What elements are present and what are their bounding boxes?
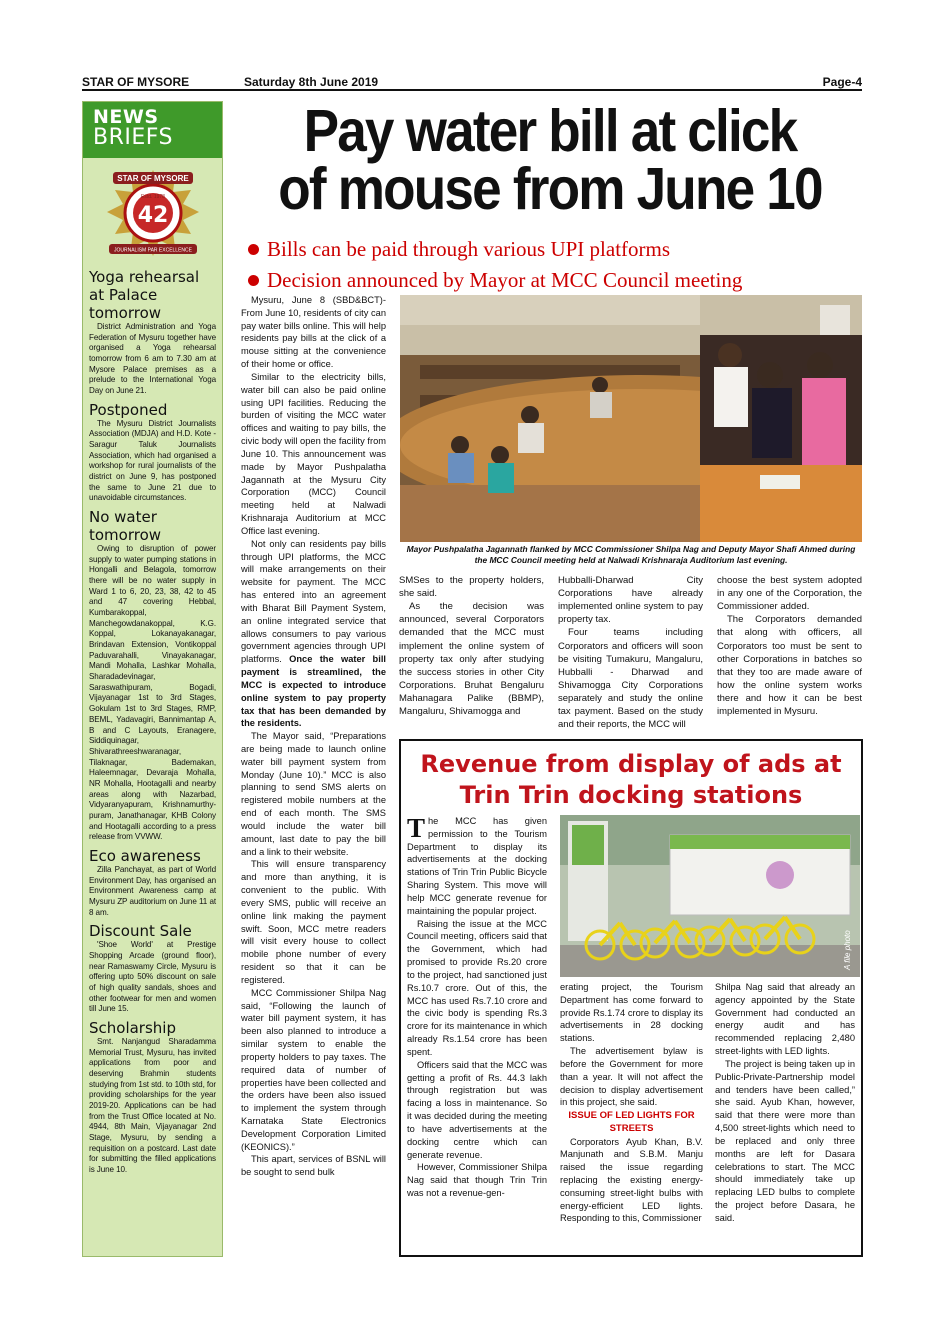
brief-eco-awareness (83, 847, 222, 918)
news-briefs-sidebar (82, 101, 223, 1257)
bullet-point (248, 234, 848, 265)
article-column-3 (558, 574, 703, 731)
article-paragraph: Hubballi-Dharwad City Corporations have already implemented online system to pay property tax. (558, 575, 703, 626)
issue-date: Saturday 8th June 2019 (244, 75, 379, 89)
trin-trin-bicycles-photo (560, 815, 860, 977)
brief-no-water (83, 508, 222, 843)
star-of-mysore-42-emblem (99, 166, 207, 262)
headline-bullets (248, 234, 848, 296)
brief-title: Scholarship (89, 1018, 176, 1037)
photo-credit: A file photo (843, 930, 852, 970)
bullet-dot-icon (248, 275, 259, 286)
news-briefs-header (83, 102, 222, 158)
news-briefs-header-line1: NEWS (93, 106, 159, 128)
box-column-2 (560, 981, 703, 1225)
article-paragraph: Four teams including Corporators and officers will soon be visiting Tumakuru, Mangaluru, Hubballi - Dharwad and Shivamogga City Corporations separately and study the online tax payment. Based on the study and their reports, the MCC will (558, 627, 703, 731)
emblem-top-text: STAR OF MYSORE (116, 174, 189, 183)
brief-title: No water tomorrow (89, 508, 162, 545)
brief-body: District Administration and Yoga Federation of Mysuru together have organised a Yoga rehearsal tomorrow from 6 am to 7.30 am at Mysore Palace premises as a prelude to the International Yoga Day on June 21. (89, 322, 216, 396)
article-text: he MCC has given permission to the Tourism Department to display its advertisements at the docking stations of Trin Trin Public Bicycle Sharing System. This move will help MCC generate revenue for maintaining the popular project. (407, 816, 547, 916)
brief-body: 'Shoe World' at Prestige Shopping Arcade (ground floor), near Ramaswamy Circle, Mysuru is offering upto 50% discount on sale of high quality sandals, shoes and other footwear for men and women till June 15. (89, 940, 216, 1014)
article-paragraph: Raising the issue at the MCC Council meeting, officers said that the Government, which had promised to provide Rs.20 crore to the project, had sanctioned just Rs.10.7 crore. Out of this, the MCC has used Rs.7.10 crore and the civic body is spending Rs.3 crore for its maintenance in which already Rs.1.54 crore has been spent. (407, 918, 547, 1057)
article-paragraph: Similar to the electricity bills, water bill can also be paid online using UPI facilities. Reducing the burden of visiting the MCC water offices and waiting to pay bills, the civic body will open the facility from June 10. This announcement was made by Mayor Pushpalatha Jagannath at the Mysuru City Corporation (MCC) Council meeting held at Nalwadi Krishnaraja Auditorium at MCC Office last evening. (241, 371, 386, 536)
emblem-number: 42 (137, 203, 168, 228)
council-meeting-photo (400, 295, 862, 542)
box-column-3 (715, 981, 855, 1225)
brief-title: Postponed (89, 400, 168, 419)
article-bold-text: Once the water bill payment is streamlined, the MCC is expected to introduce online system to pay property tax that has been demanded by the residents. (241, 654, 386, 729)
brief-title: Yoga rehearsal at Palace tomorrow (89, 268, 200, 322)
news-briefs-header-line2: BRIEFS (93, 125, 173, 150)
article-paragraph: The Corporators demanded that along with officers, all Corporators too must be sent to other Corporations in batches so that they too are made aware of how the online system works there and how it can be best implemented in Mysuru. (717, 614, 862, 718)
article-paragraph: erating project, the Tourism Department has come forward to provide Rs.1.74 crore to display its advertisements in 28 docking stations. (560, 982, 703, 1044)
article-paragraph: choose the best system adopted in any one of the Corporation, the Commissioner added. (717, 575, 862, 613)
publication-name: STAR OF MYSORE (82, 75, 190, 89)
brief-body: Owing to disruption of power supply to water pumping stations in Hongalli and Belagola, tomorrow there will be no water supply in Ward 1 to 6, 20, 23, 38, 42 to 45 and 47 covering Hebbal, Kumbarakoppal, Manchegowdanakoppal, K.G. Koppal, Lokanayakanagar, Brindavan Extension, Vontikoppal Paduvarahalli, Vinayakanagar, Mandi Mohalla, Lashkar Mohalla, Sharadadevinagar, Saraswathipuram, Bogadi, Vijayanagar 1st to 3rd Stages, Gokulam 1st to 3rd Stages, RMP, BEML, Yadavagiri, Bannimantap A, B and C Layouts, Eranagere, Siddiquinagar, Shivarathreeshwaranagar, Tilaknagar, Bademakan, Haleemnagar, Devaraja Mohalla, NR Mohalla, Hootagalli and nearby areas along with Nazarbad, Vidyaranyapuram, Krishnamurthy-puram, Janathanagar, KHB Colony and Hootagalli according to a press release from VVWW. (89, 544, 216, 842)
headline-line2: of mouse from June 10 (278, 156, 822, 222)
brief-body: Smt. Nanjangud Sharadamma Memorial Trust, Mysuru, has invited applications from poor and deserving Brahmin students studying from 1st std. to 10th std, for providing scholarships for the year 2019-20. Applications can be had from the Trust Office located at No. 4944, 8th Main, Vijayanagar 2nd Stage, Mysuru, by sending a requisition on a postcard. Last date for submitting the filled applications is June 10. (89, 1036, 217, 1175)
emblem-bottom-text: JOURNALISM PAR EXCELLENCE (113, 247, 192, 254)
bullet-text: Decision announced by Mayor at MCC Council meeting (267, 268, 743, 292)
article-paragraph: Officers said that the MCC was getting a profit of Rs. 44.3 lakh through registration but was facing a loss in maintenance. So it was decided during the meeting to have advertisements at the docking centre which can generate revenue. (407, 1059, 547, 1160)
brief-yoga-rehearsal (83, 268, 222, 397)
article-paragraph: The Mayor said, “Preparations are being made to launch online water bill payment system from Monday (June 10).” MCC is also planning to send SMS alerts on registered mobile numbers at the end of each month. The SMS would include the water bill amount, last date to pay the bill and a link to their website. (241, 731, 386, 857)
article-paragraph: Corporators Ayub Khan, B.V. Manjunath and S.B.M. Manju raised the issue regarding replacing the existing energy-consuming street-light bulbs with energy-efficient LED lights. Responding to this, Commissioner (560, 1136, 703, 1224)
article-paragraph: This apart, services of BSNL will be sought to send bulk (241, 1154, 386, 1178)
article-paragraph: Mysuru, June 8 (SBD&BCT)- From June 10, residents of city can pay water bills online. This will help residents pay bills at the click of a mouse sitting at the convenience of their home or office. (241, 295, 386, 370)
article-paragraph: The advertisement bylaw is before the Government for more than a year. It will not affect the decision to display advertisement in this project, she said. (560, 1046, 703, 1108)
brief-discount-sale (83, 922, 222, 1015)
article-text: Not only can residents pay bills through UPI platforms, the MCC will make arrangements on their website for payment. The MCC has entered into an agreement with Bharat Bill Payment System, an online integrated service that allows consumers to pay various government agencies through UPI platforms. (241, 538, 386, 665)
masthead (82, 73, 862, 91)
brief-body: Zilla Panchayat, as part of World Environment Day, has organised an Environment Awareness camp at Mysuru ZP auditorium on June 11 at 8 am. (89, 864, 216, 917)
main-headline (269, 98, 831, 222)
box-headline (401, 749, 861, 811)
article-paragraph: Shilpa Nag said that already an agency appointed by the State Government had conducted an energy audit and has recommended replacing 2,480 street-lights with LED lights. (715, 982, 855, 1057)
photo-caption: Mayor Pushpalatha Jagannath flanked by MCC Commissioner Shilpa Nag and Deputy Mayor Shafi Ahmed during the MCC Council meeting held at Nalwadi Krishnaraja Auditorium last evening. (406, 544, 856, 565)
section-subhead: ISSUE OF LED LIGHTS FOR STREETS (568, 1110, 695, 1135)
box-headline-line1: Revenue from display of ads at (420, 750, 842, 778)
brief-title: Discount Sale (89, 922, 192, 941)
brief-title: Eco awareness (89, 846, 201, 865)
article-paragraph: MCC Commissioner Shilpa Nag said, “Following the launch of water bill payment system, it has been also planned to introduce a similar system to enable the property holders to pay taxes. The required data of number of properties have been collected and the orders have been also issued to implement the system through Karnataka State Electronics Development Corporation Limited (KEONICS).” (241, 987, 386, 1152)
bullet-point (248, 265, 848, 296)
headline-line1: Pay water bill at click (303, 98, 797, 164)
box-headline-line2: Trin Trin docking stations (459, 781, 803, 809)
article-column-4 (717, 574, 862, 718)
bullet-dot-icon (248, 244, 259, 255)
drop-cap: T (407, 813, 426, 843)
article-paragraph: As the decision was announced, several Corporators demanded that the MCC must implement the online system of property tax only after studying the success stories in other City Corporations. Bruhat Bengaluru Mahanagara Palike (BBMP), Mangaluru, Shivamogga and (399, 601, 544, 718)
brief-postponed (83, 401, 222, 504)
bullet-text: Bills can be paid through various UPI platforms (267, 237, 671, 261)
article-paragraph (407, 815, 547, 918)
box-column-1 (407, 815, 547, 1200)
article-paragraph: The project is being taken up in Public-Private-Partnership model and tenders have been called,” she said. Ayub Khan, however, said that there were more than 4,500 street-lights which need to be replaced and only three months are left for Dasara celebrations to start. The MCC should immediately take up replacing LED bulbs to complete the project before Dasara, he said. (715, 1058, 855, 1223)
brief-scholarship (83, 1019, 222, 1176)
article-paragraph: This will ensure transparency and more than anything, it is convenient to the public. With every SMS, public will receive an online link making the payment swift. Soon, MCC metre readers will visit every house to collect mobile phone number of every resident so that it can be registered. (241, 859, 386, 985)
article-paragraph: SMSes to the property holders, she said. (399, 575, 544, 600)
article-paragraph: However, Commissioner Shilpa Nag said that though Trin Trin was not a revenue-gen- (407, 1162, 547, 1199)
article-paragraph (241, 538, 386, 730)
article-column-1 (241, 294, 386, 1179)
page-number: Page-4 (822, 75, 862, 89)
emblem-established: Estd. 1978 (140, 194, 165, 200)
brief-body: The Mysuru District Journalists Association (MDJA) and H.D. Kote - Saragur Taluk Journalists Association, which had organised a workshop for rural journalists of the district on June 9, has postponed the same to June 21 due to unavoidable circumstances. (89, 418, 216, 503)
article-column-2 (399, 574, 544, 718)
